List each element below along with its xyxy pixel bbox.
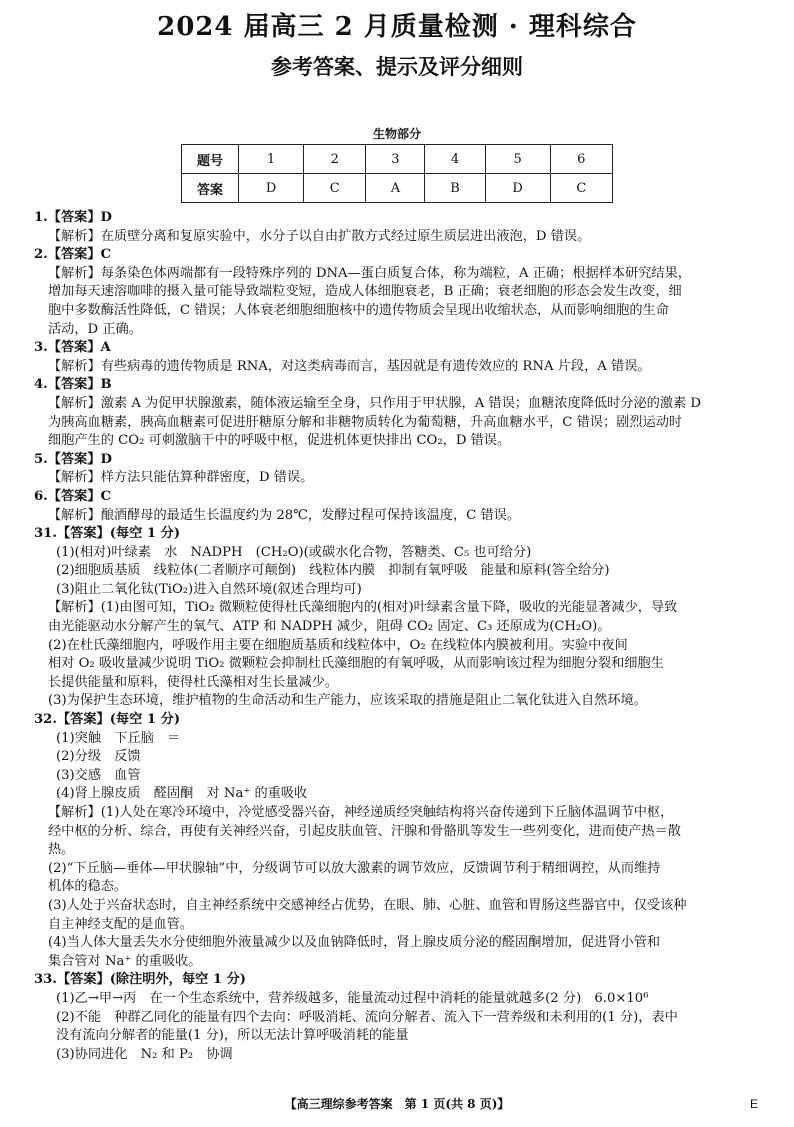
explanation-line: 【解析】激素 A 为促甲状腺激素，随体液运输至全身，只作用于甲状腺，A 错误；血糖浓度降低时分泌的激素 D xyxy=(48,395,702,411)
answer-line: 4.【答案】B xyxy=(34,377,112,393)
answer-line: 3.【答案】A xyxy=(34,340,111,356)
answer-cell: C xyxy=(304,174,366,203)
row-header-answer: 答案 xyxy=(182,174,239,203)
answer-item: (3)阻止二氧化钛(TiO₂)进入自然环境(叙述合理均可) xyxy=(56,581,362,597)
question-number: 1 xyxy=(239,145,304,174)
explanation-line: 自主神经支配的是血管。 xyxy=(48,916,194,932)
explanation-line: 经中枢的分析、综合，再使有关神经兴奋，引起皮肤血管、汗腺和骨骼肌等发生一些列变化，进而使产热＝散 xyxy=(48,823,681,839)
version-mark: E xyxy=(750,1097,759,1111)
question-number: 3 xyxy=(366,145,425,174)
explanation-line: 细胞产生的 CO₂ 可刺激脑干中的呼吸中枢，促进机体更快排出 CO₂，D 错误。 xyxy=(48,433,511,449)
answer-table xyxy=(181,144,613,203)
answer-line: 6.【答案】C xyxy=(34,488,112,504)
section-label: 生物部分 xyxy=(372,127,421,141)
answer-cell: C xyxy=(550,174,612,203)
answer-item: (1)(相对)叶绿素 水 NADPH (CH₂O)(或碳水化合物，答糖类、C₅ 也可给分) xyxy=(56,544,532,560)
table-row xyxy=(182,145,613,174)
explanation-line: (2)“下丘脑—垂体—甲状腺轴”中，分级调节可以放大激素的调节效应，反馈调节利于精细调控，从而维持 xyxy=(48,860,661,876)
answer-item: (4)肾上腺皮质 醛固酮 对 Na⁺ 的重吸收 xyxy=(56,786,308,802)
answer-line: 5.【答案】D xyxy=(34,451,112,467)
document-subtitle: 参考答案、提示及评分细则 xyxy=(271,54,523,79)
explanation-line: 机体的稳态。 xyxy=(48,879,128,895)
answer-item: (2)分级 反馈 xyxy=(56,749,141,765)
answer-item: 没有流向分解者的能量(1 分)，所以无法计算呼吸消耗的能量 xyxy=(56,1028,409,1044)
explanation-line: 【解析】有些病毒的遗传物质是 RNA，对这类病毒而言，基因就是有遗传效应的 RNA 片段，A 错误。 xyxy=(48,358,651,374)
answer-line: 2.【答案】C xyxy=(34,247,112,263)
explanation-line: 集合管对 Na⁺ 的重吸收。 xyxy=(48,953,202,969)
explanation-line: 增加每天速溶咖啡的摄入量可能导致端粒变短，造成人体细胞衰老，B 正确；衰老细胞的形态会发生改变，细 xyxy=(48,284,682,300)
answer-item: (1)乙→甲→丙 在一个生态系统中，营养级越多，能量流动过程中消耗的能量就越多(2 分) 6.0×10⁶ xyxy=(56,990,649,1006)
question-number: 5 xyxy=(485,145,550,174)
answer-line: 1.【答案】D xyxy=(34,210,112,225)
explanation-line: (2)在杜氏藻细胞内，呼吸作用主要在细胞质基质和线粒体中，O₂ 在线粒体内膜被利用。实验中夜间 xyxy=(48,637,628,653)
explanation-line: 【解析】(1)由图可知，TiO₂ 微颗粒使得杜氏藻细胞内的(相对)叶绿素含量下降，吸收的光能显著减少，导致 xyxy=(48,600,678,616)
answer-item: (3)交感 血管 xyxy=(56,767,141,783)
explanation-line: 【解析】每条染色体两端都有一段特殊序列的 DNA—蛋白质复合体，称为端粒，A 正确；根据样本研究结果， xyxy=(48,265,691,281)
answer-item: (3)协同进化 N₂ 和 P₂ 协调 xyxy=(56,1046,233,1062)
answer-item: (2)不能 种群乙同化的能量有四个去向：呼吸消耗、流向分解者、流入下一营养级和未利用的(1 分)，表中 xyxy=(56,1009,678,1025)
answer-item: (1)突触 下丘脑 ＝ xyxy=(56,730,181,746)
explanation-line: (4)当人体大量丢失水分使细胞外液量减少以及血钠降低时，肾上腺皮质分泌的醛固酮增加，促进肾小管和 xyxy=(48,935,661,951)
explanation-line: (3)人处于兴奋状态时，自主神经系统中交感神经占优势，在眼、肺、心脏、血管和胃肠这些器官中，仅受该种 xyxy=(48,897,687,913)
explanation-line: 【解析】在质壁分离和复原实验中，水分子以自由扩散方式经过原生质层进出液泡，D 错误。 xyxy=(48,228,591,244)
explanation-line: 【解析】(1)人处在寒冷环境中，冷觉感受器兴奋，神经递质经突触结构将兴奋传递到下丘脑体温调节中枢， xyxy=(48,805,674,820)
answer-line: 31.【答案】(每空 1 分) xyxy=(34,526,181,542)
explanation-line: 长提供能量和原料，使得杜氏藻相对生长量减少。 xyxy=(48,674,339,690)
document-title: 2024 届高三 2 月质量检测 · 理科综合 xyxy=(157,12,637,42)
explanation-line: 热。 xyxy=(48,842,75,858)
answer-cell: A xyxy=(366,174,425,203)
question-number: 6 xyxy=(550,145,612,174)
row-header-number: 题号 xyxy=(182,145,239,174)
answer-line: 32.【答案】(每空 1 分) xyxy=(34,712,181,728)
explanation-line: 为胰高血糖素，胰高血糖素可促进肝糖原分解和非糖物质转化为葡萄糖，升高血糖水平，C 错误；剧烈运动时 xyxy=(48,414,683,430)
explanation-line: 相对 O₂ 吸收量减少说明 TiO₂ 微颗粒会抑制杜氏藻细胞的有氧呼吸，从而影响该过程为细胞分裂和细胞生 xyxy=(48,656,664,672)
question-number: 4 xyxy=(425,145,485,174)
page-footer: 【高三理综参考答案 第 1 页(共 8 页)】 xyxy=(284,1097,510,1111)
explanation-line: 由光能驱动水分解产生的氧气、ATP 和 NADPH 减少，阻碍 CO₂ 固定、C₃ 还原成为(CH₂O)。 xyxy=(48,619,611,635)
explanation-line: 胞中多数酶活性降低，C 错误；人体衰老细胞细胞核中的遗传物质会呈现出收缩状态，从而影响细胞的生命 xyxy=(48,302,669,318)
explanation-line: 【解析】酿酒酵母的最适生长温度约为 28℃，发酵过程可保持该温度，C 错误。 xyxy=(48,507,521,523)
answer-cell: B xyxy=(425,174,485,203)
explanation-line: 【解析】样方法只能估算种群密度，D 错误。 xyxy=(48,470,314,486)
explanation-line: (3)为保护生态环境，维护植物的生命活动和生产能力，应该采取的措施是阻止二氧化钛进入自然环境。 xyxy=(48,693,647,709)
question-number: 2 xyxy=(304,145,366,174)
answer-line: 33.【答案】(除注明外，每空 1 分) xyxy=(34,972,247,988)
answer-item: (2)细胞质基质 线粒体(二者顺序可颠倒) 线粒体内膜 抑制有氧呼吸 能量和原料(答全给分) xyxy=(56,563,610,579)
answer-cell: D xyxy=(239,174,304,203)
explanation-line: 活动，D 正确。 xyxy=(48,321,142,337)
answer-cell: D xyxy=(485,174,550,203)
answer-explanations xyxy=(34,209,776,1064)
table-row xyxy=(182,174,613,203)
